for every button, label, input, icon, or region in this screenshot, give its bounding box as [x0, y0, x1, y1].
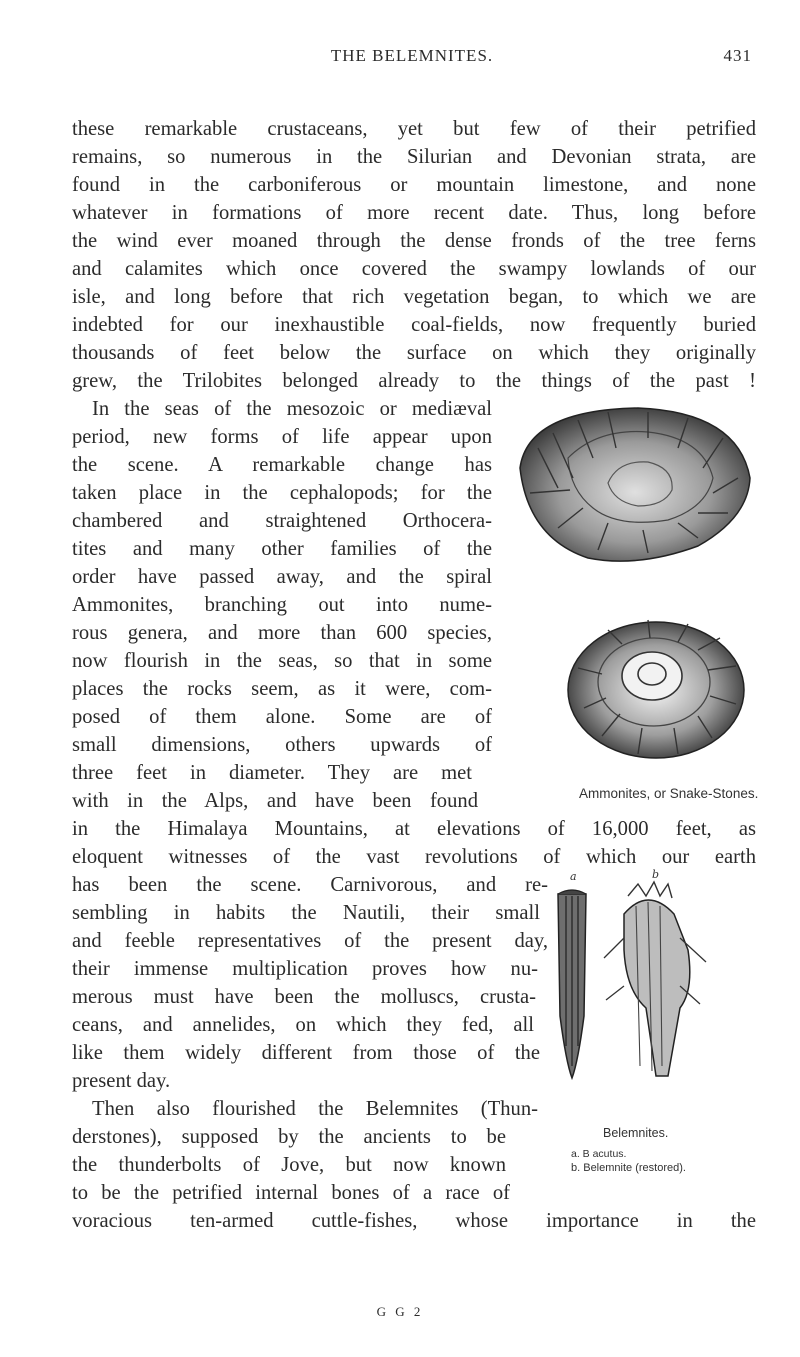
body-line: derstones), supposed by the ancients to be — [72, 1126, 506, 1148]
belemnite-label-b: b — [652, 868, 660, 881]
running-head — [72, 46, 752, 76]
body-line: the wind ever moaned through the dense fronds of the tree ferns — [72, 230, 756, 252]
running-title: THE BELEMNITES. — [330, 46, 494, 65]
body-line: eloquent witnesses of the vast revolutions of which our earth — [72, 846, 756, 868]
body-line: period, new forms of life appear upon — [72, 426, 492, 448]
body-line: Then also flourished the Belemnites (Thun- — [92, 1098, 538, 1120]
body-line: with in the Alps, and have been found — [72, 790, 478, 812]
body-line: the thunderbolts of Jove, but now known — [72, 1154, 506, 1176]
ammonites-illustration — [498, 398, 756, 763]
body-line: order have passed away, and the spiral — [72, 566, 492, 588]
body-line: has been the scene. Carnivorous, and re- — [72, 874, 548, 896]
body-line: and feeble representatives of the present day, — [72, 930, 548, 952]
body-line: like them widely different from those of the — [72, 1042, 540, 1064]
belemnites-legend-a: a. B acutus. — [571, 1148, 627, 1160]
body-line: places the rocks seem, as it were, com- — [72, 678, 492, 700]
body-line: rous genera, and more than 600 species, — [72, 622, 492, 644]
body-line: in the Himalaya Mountains, at elevations of 16,000 feet, as — [72, 818, 756, 840]
body-line: merous must have been the molluscs, crusta- — [72, 986, 536, 1008]
body-line: these remarkable crustaceans, yet but few of their petrified — [72, 118, 756, 140]
body-line: present day. — [72, 1070, 171, 1092]
body-line: taken place in the cephalopods; for the — [72, 482, 492, 504]
body-line: voracious ten-armed cuttle-fishes, whose importance in the — [72, 1210, 756, 1232]
body-line: indebted for our inexhaustible coal-fields, now frequently buried — [72, 314, 756, 336]
body-line: to be the petrified internal bones of a race of — [72, 1182, 510, 1204]
body-line: posed of them alone. Some are of — [72, 706, 492, 728]
body-line: In the seas of the mesozoic or mediæval — [92, 398, 492, 420]
body-line: grew, the Trilobites belonged already to the things of the past ! — [72, 370, 756, 392]
signature-mark: G G 2 — [376, 1304, 424, 1319]
belemnite-b-icon — [604, 882, 706, 1076]
body-line: three feet in diameter. They are met — [72, 762, 472, 784]
body-line: their immense multiplication proves how nu- — [72, 958, 538, 980]
small-ammonite-icon — [568, 620, 744, 758]
body-line: whatever in formations of more recent date. Thus, long before — [72, 202, 756, 224]
body-line: remains, so numerous in the Silurian and Devonian strata, are — [72, 146, 756, 168]
body-line: isle, and long before that rich vegetation began, to which we are — [72, 286, 756, 308]
body-line: and calamites which once covered the swampy lowlands of our — [72, 258, 756, 280]
page-number: 431 — [723, 46, 752, 65]
belemnites-illustration — [540, 866, 736, 1086]
body-line: thousands of feet below the surface on which they originally — [72, 342, 756, 364]
body-line: small dimensions, others upwards of — [72, 734, 492, 756]
body-line: tites and many other families of the — [72, 538, 492, 560]
belemnite-label-a: a — [570, 870, 577, 883]
body-line: the scene. A remarkable change has — [72, 454, 492, 476]
body-line: sembling in habits the Nautili, their small — [72, 902, 540, 924]
body-line: Ammonites, branching out into nume- — [72, 594, 492, 616]
body-line: now flourish in the seas, so that in some — [72, 650, 492, 672]
belemnites-caption: Belemnites. — [603, 1126, 669, 1140]
body-line: found in the carboniferous or mountain limestone, and none — [72, 174, 756, 196]
large-ammonite-icon — [520, 408, 750, 561]
belemnite-a-icon — [558, 890, 586, 1078]
ammonites-caption: Ammonites, or Snake-Stones. — [579, 786, 759, 801]
belemnites-legend-b: b. Belemnite (restored). — [571, 1162, 686, 1174]
body-line: chambered and straightened Orthocera- — [72, 510, 492, 532]
body-line: ceans, and annelides, on which they fed, all — [72, 1014, 534, 1036]
